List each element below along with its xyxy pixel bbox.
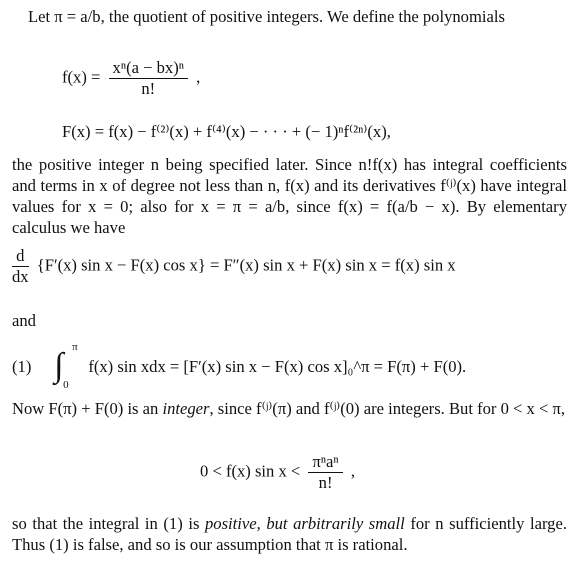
dx-denominator: dx [12, 267, 29, 286]
intro-paragraph [12, 6, 567, 27]
integrality-text: the positive integer n being specified later. Since n!f(x) has integral coefficients and terms in x of degree not less than n, f(x) and its derivatives f⁽ʲ⁾(x) have integral values for x = 0; also for x = π = a/b, since f(x) = f(a/b − x). By elementary calculus we have [12, 155, 567, 237]
f-fraction [109, 58, 188, 99]
conclusion-text-a: so that the integral in (1) is [12, 514, 205, 533]
integral-lower-limit: 0 [63, 379, 69, 391]
integral-upper-limit: π [72, 341, 78, 353]
equation-label: (1) [12, 357, 32, 376]
inequality-lhs: 0 < f(x) sin x < [200, 461, 301, 481]
f-comma: , [196, 67, 201, 87]
F-definition: F(x) = f(x) − f⁽²⁾(x) + f⁽⁴⁾(x) − · · · + (− 1)ⁿf⁽²ⁿ⁾(x), [62, 122, 391, 141]
bound-denominator: n! [318, 473, 333, 492]
d-numerator: d [12, 246, 29, 267]
f-lhs: f(x) = [62, 67, 101, 87]
derivative-equation: {F′(x) sin x − F(x) cos x} = F″(x) sin x + F(x) sin x = f(x) sin x [36, 255, 456, 275]
f-numerator: xⁿ(a − bx)ⁿ [109, 58, 188, 79]
integral-identity: f(x) sin xdx = [F′(x) sin x − F(x) cos x]₀^π = F(π) + F(0). [88, 357, 467, 376]
conclusion-emphasis: positive, but arbitrarily small [204, 514, 405, 533]
integer-paragraph [12, 398, 567, 419]
intro-text: Let π = a/b, the quotient of positive integers. We define the polynomials [28, 7, 505, 26]
bound-fraction [308, 452, 342, 493]
bound-numerator: πⁿaⁿ [308, 452, 342, 473]
and-word: and [12, 311, 36, 330]
integer-text-b: , since f⁽ʲ⁾(π) and f⁽ʲ⁾(0) are integers. But for 0 < x < π, [209, 399, 566, 418]
integer-text-a: Now F(π) + F(0) is an [12, 399, 163, 418]
d-dx-fraction [12, 246, 29, 287]
integral-sign: ∫ [54, 347, 64, 384]
inequality-comma: , [350, 461, 355, 481]
integral-equation [12, 341, 467, 391]
conclusion-text-b: for n sufficiently large. Thus (1) is false, and so is our assumption that π is rational. [12, 514, 567, 554]
bound-inequality [200, 452, 355, 493]
integral-sign-group [54, 341, 84, 391]
integer-emphasis: integer [162, 399, 210, 418]
integrality-paragraph [12, 154, 567, 238]
conclusion-paragraph [12, 513, 567, 555]
derivative-identity [12, 246, 456, 287]
f-denominator: n! [141, 79, 156, 98]
f-definition [62, 58, 200, 99]
